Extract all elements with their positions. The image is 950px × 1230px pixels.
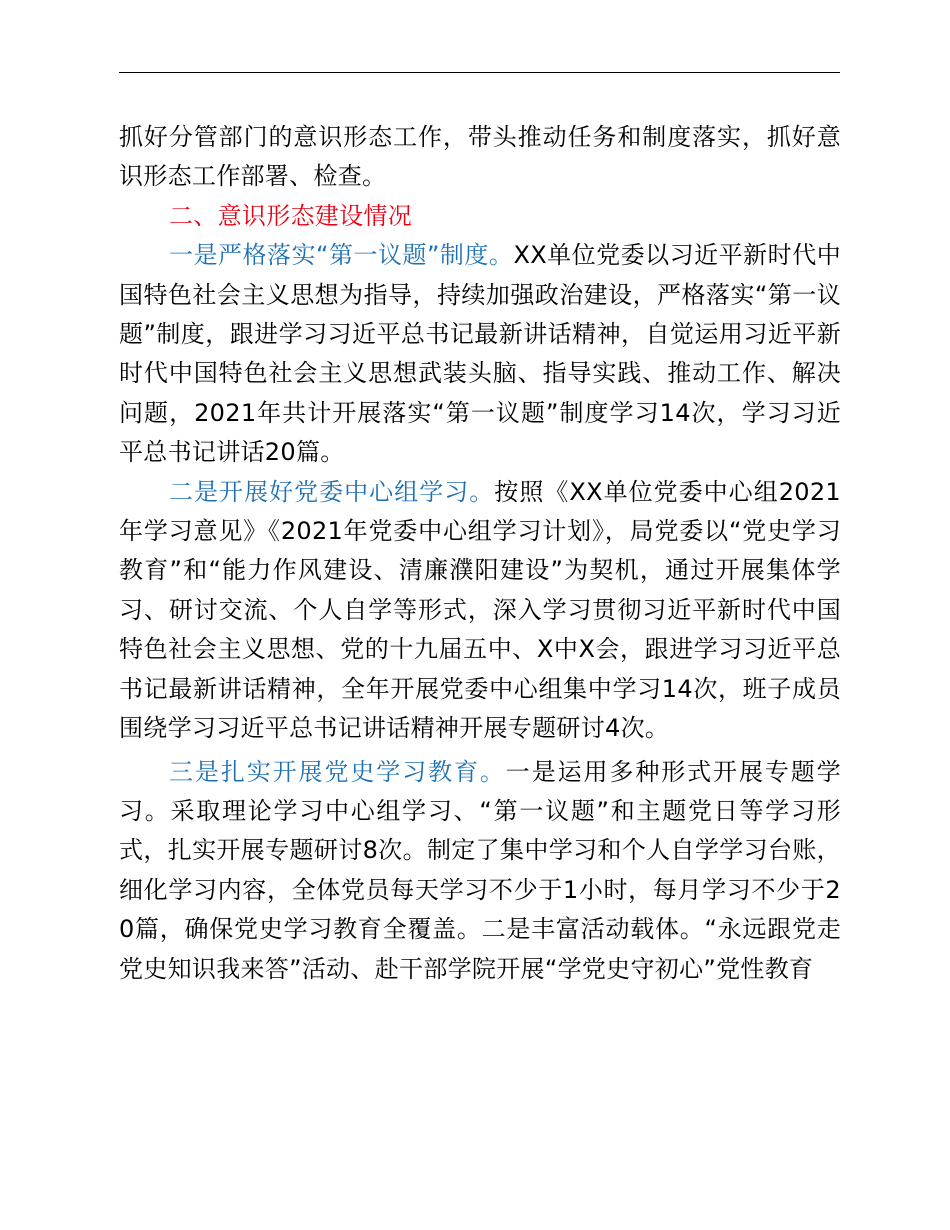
paragraph-continuation: 抓好分管部门的意识形态工作，带头推动任务和制度落实，抓好意识形态工作部署、检查。 — [119, 123, 841, 191]
paragraph-lead-party-history: 三是扎实开展党史学习教育。 — [169, 757, 506, 786]
header-rule — [119, 72, 840, 73]
paragraph-body-first-topic: XX单位党委以习近平新时代中国特色社会主义思想为指导，持续加强政治建设，严格落实“第一议题”制度，跟进学习习近平总书记最新讲话精神，自觉运用习近平新时代中国特色社会主义思想武装头脑、指导实践、推动工作、解决问题，2021年共计开展落实“第一议题”制度学习14次，学习习近平总书记讲话20篇。 — [119, 241, 841, 467]
paragraph-body-central-group-study: 按照《XX单位党委中心组2021年学习意见》《2021年党委中心组学习计划》，局党委以“党史学习教育”和“能力作风建设、清廉濮阳建设”为契机，通过开展集体学习、研讨交流、个人自学等形式，深入学习贯彻习近平新时代中国特色社会主义思想、党的十九届五中、X中X会，跟进学习习近平总书记最新讲话精神，全年开展党委中心组集中学习14次，班子成员围绕学习习近平总书记讲话精神开展专题研讨4次。 — [119, 477, 841, 743]
paragraph-central-group-study — [119, 473, 841, 749]
paragraph-first-topic — [119, 236, 841, 472]
section-heading: 二、意识形态建设情况 — [169, 201, 412, 230]
paragraph-lead-central-group-study: 二是开展好党委中心组学习。 — [169, 477, 495, 506]
document-body — [119, 118, 841, 989]
paragraph-body-party-history: 一是运用多种形式开展专题学习。采取理论学习中心组学习、“第一议题”和主题党日等学习形式，扎实开展专题研讨8次。制定了集中学习和个人自学学习台账，细化学习内容，全体党员每天学习不少于1小时，每月学习不少于20篇，确保党史学习教育全覆盖。二是丰富活动载体。“永远跟党走党史知识我来答”活动、赴干部学院开展“学党史守初心”党性教育 — [119, 757, 841, 983]
paragraph-party-history — [119, 753, 841, 989]
paragraph-lead-first-topic: 一是严格落实“第一议题”制度。 — [169, 241, 514, 270]
